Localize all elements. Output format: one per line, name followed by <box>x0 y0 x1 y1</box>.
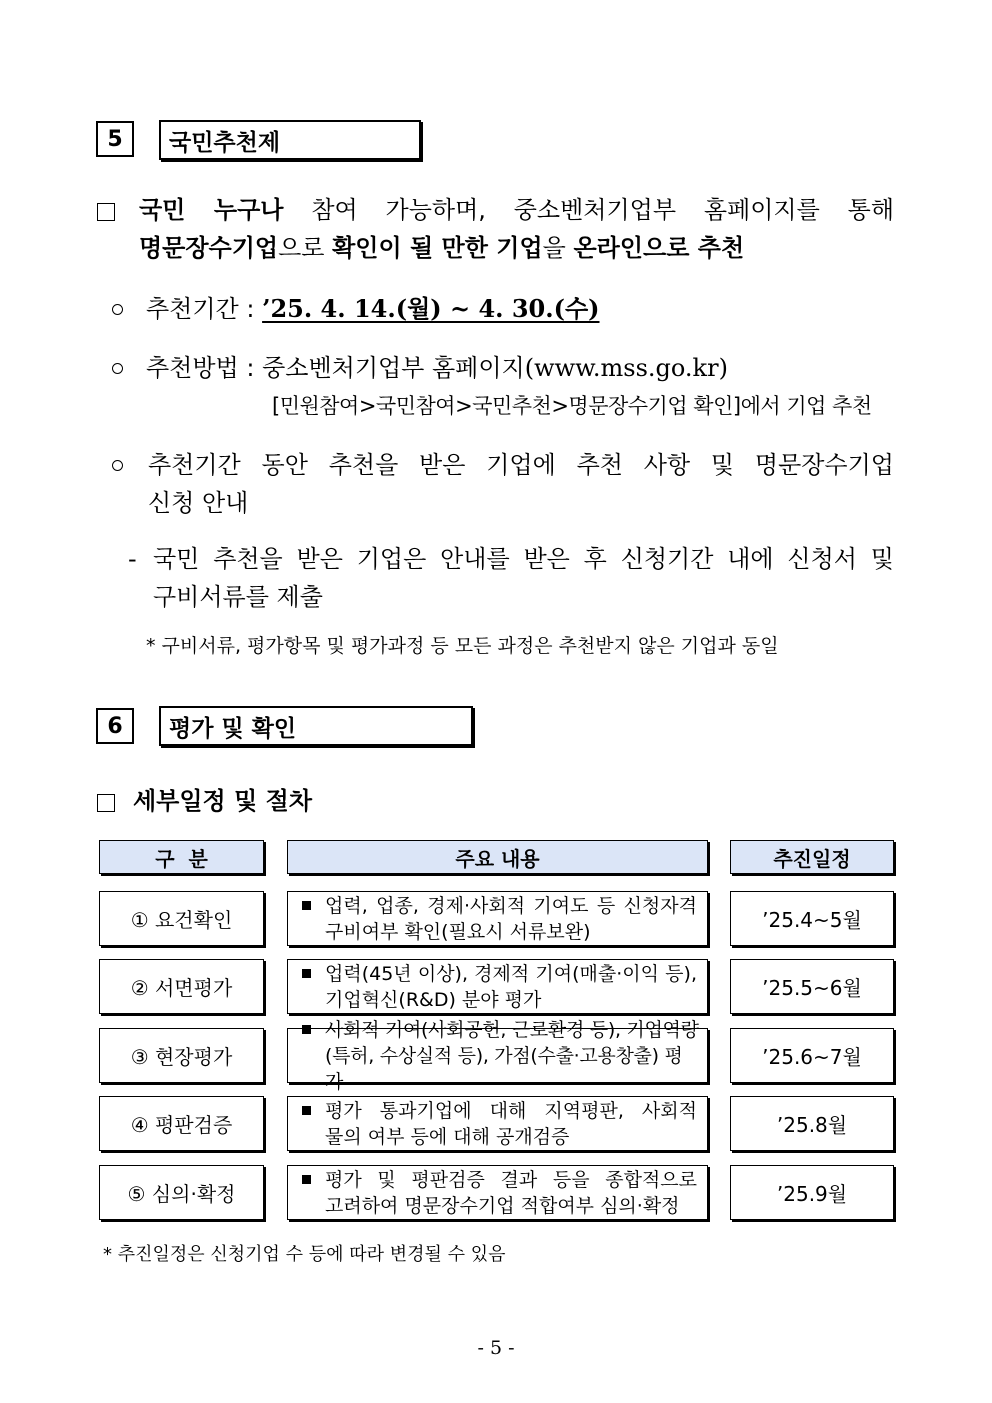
dash-line-2: 구비서류를 제출 <box>153 583 323 611</box>
square-bullet-icon <box>302 1025 311 1034</box>
table-row-content: 사회적 기여(사회공헌, 근로환경 등), 기업역량 (특허, 수상실적 등), 가점(수출·고용창출) 평가 <box>287 1028 708 1083</box>
table-row-step: ④ 평판검증 <box>99 1096 264 1151</box>
table-footnote: * 추진일정은 신청기업 수 등에 따라 변경될 수 있음 <box>103 1244 506 1265</box>
checkbox-icon <box>97 203 115 221</box>
table-header-content: 주요 내용 <box>287 840 708 874</box>
intro-line-2: 명문장수기업으로 확인이 될 만한 기업을 온라인으로 추천 <box>139 234 745 262</box>
square-bullet-icon <box>302 1175 311 1184</box>
table-row-schedule: ’25.8월 <box>730 1096 894 1151</box>
table-row-step: ② 서면평가 <box>99 959 264 1014</box>
intro-line-1: 국민 누구나 참여 가능하며, 중소벤처기업부 홈페이지를 통해 <box>139 196 895 224</box>
table-row-step: ① 요건확인 <box>99 891 264 946</box>
square-bullet-icon <box>302 901 311 910</box>
circle-bullet-icon <box>112 363 123 374</box>
table-row-content: 평가 및 평판검증 결과 등을 종합적으로 고려하여 명문장수기업 적합여부 심의·확정 <box>287 1165 708 1220</box>
recommend-method-path: [민원참여>국민참여>국민추천>명문장수기업 확인]에서 기업 추천 <box>272 394 872 418</box>
notice-line-1: 추천기간 동안 추천을 받은 기업에 추천 사항 및 명문장수기업 <box>148 451 894 479</box>
section-6-number: 6 <box>96 708 134 744</box>
table-header-category: 구 분 <box>99 840 264 874</box>
circle-bullet-icon <box>112 304 123 315</box>
circle-bullet-icon <box>112 460 123 471</box>
table-row-content: 평가 통과기업에 대해 지역평판, 사회적 물의 여부 등에 대해 공개검증 <box>287 1096 708 1151</box>
square-bullet-icon <box>302 1106 311 1115</box>
table-row-step: ③ 현장평가 <box>99 1028 264 1083</box>
section-6-title: 평가 및 확인 <box>159 706 473 746</box>
square-bullet-icon <box>302 969 311 978</box>
table-row-content: 업력, 업종, 경제·사회적 기여도 등 신청자격 구비여부 확인(필요시 서류보완) <box>287 891 708 946</box>
section-5-number: 5 <box>96 121 134 157</box>
table-row-schedule: ’25.6~7월 <box>730 1028 894 1083</box>
section-5-title: 국민추천제 <box>159 120 421 160</box>
star-note: * 구비서류, 평가항목 및 평가과정 등 모든 과정은 추천받지 않은 기업과 동일 <box>146 635 779 657</box>
recommend-method: 추천방법 : 중소벤처기업부 홈페이지(www.mss.go.kr) <box>146 354 728 382</box>
page-number: - 5 - <box>477 1337 515 1359</box>
checkbox-icon <box>97 794 115 812</box>
notice-line-2: 신청 안내 <box>148 489 249 517</box>
method-url: (www.mss.go.kr) <box>524 354 728 382</box>
recommend-period: 추천기간 : ’25. 4. 14.(월) ~ 4. 30.(수) <box>146 294 600 323</box>
table-row-step: ⑤ 심의·확정 <box>99 1165 264 1220</box>
recommend-period-value: ’25. 4. 14.(월) ~ 4. 30.(수) <box>262 294 600 323</box>
table-row-content: 업력(45년 이상), 경제적 기여(매출·이익 등), 기업혁신(R&D) 분야 평가 <box>287 959 708 1014</box>
dash-mark: - <box>128 545 137 573</box>
table-header-schedule: 추진일정 <box>730 840 894 874</box>
table-row-schedule: ’25.9월 <box>730 1165 894 1220</box>
table-row-schedule: ’25.4~5월 <box>730 891 894 946</box>
schedule-subheading: 세부일정 및 절차 <box>133 787 312 815</box>
table-row-schedule: ’25.5~6월 <box>730 959 894 1014</box>
dash-line-1: 국민 추천을 받은 기업은 안내를 받은 후 신청기간 내에 신청서 및 <box>153 545 894 573</box>
